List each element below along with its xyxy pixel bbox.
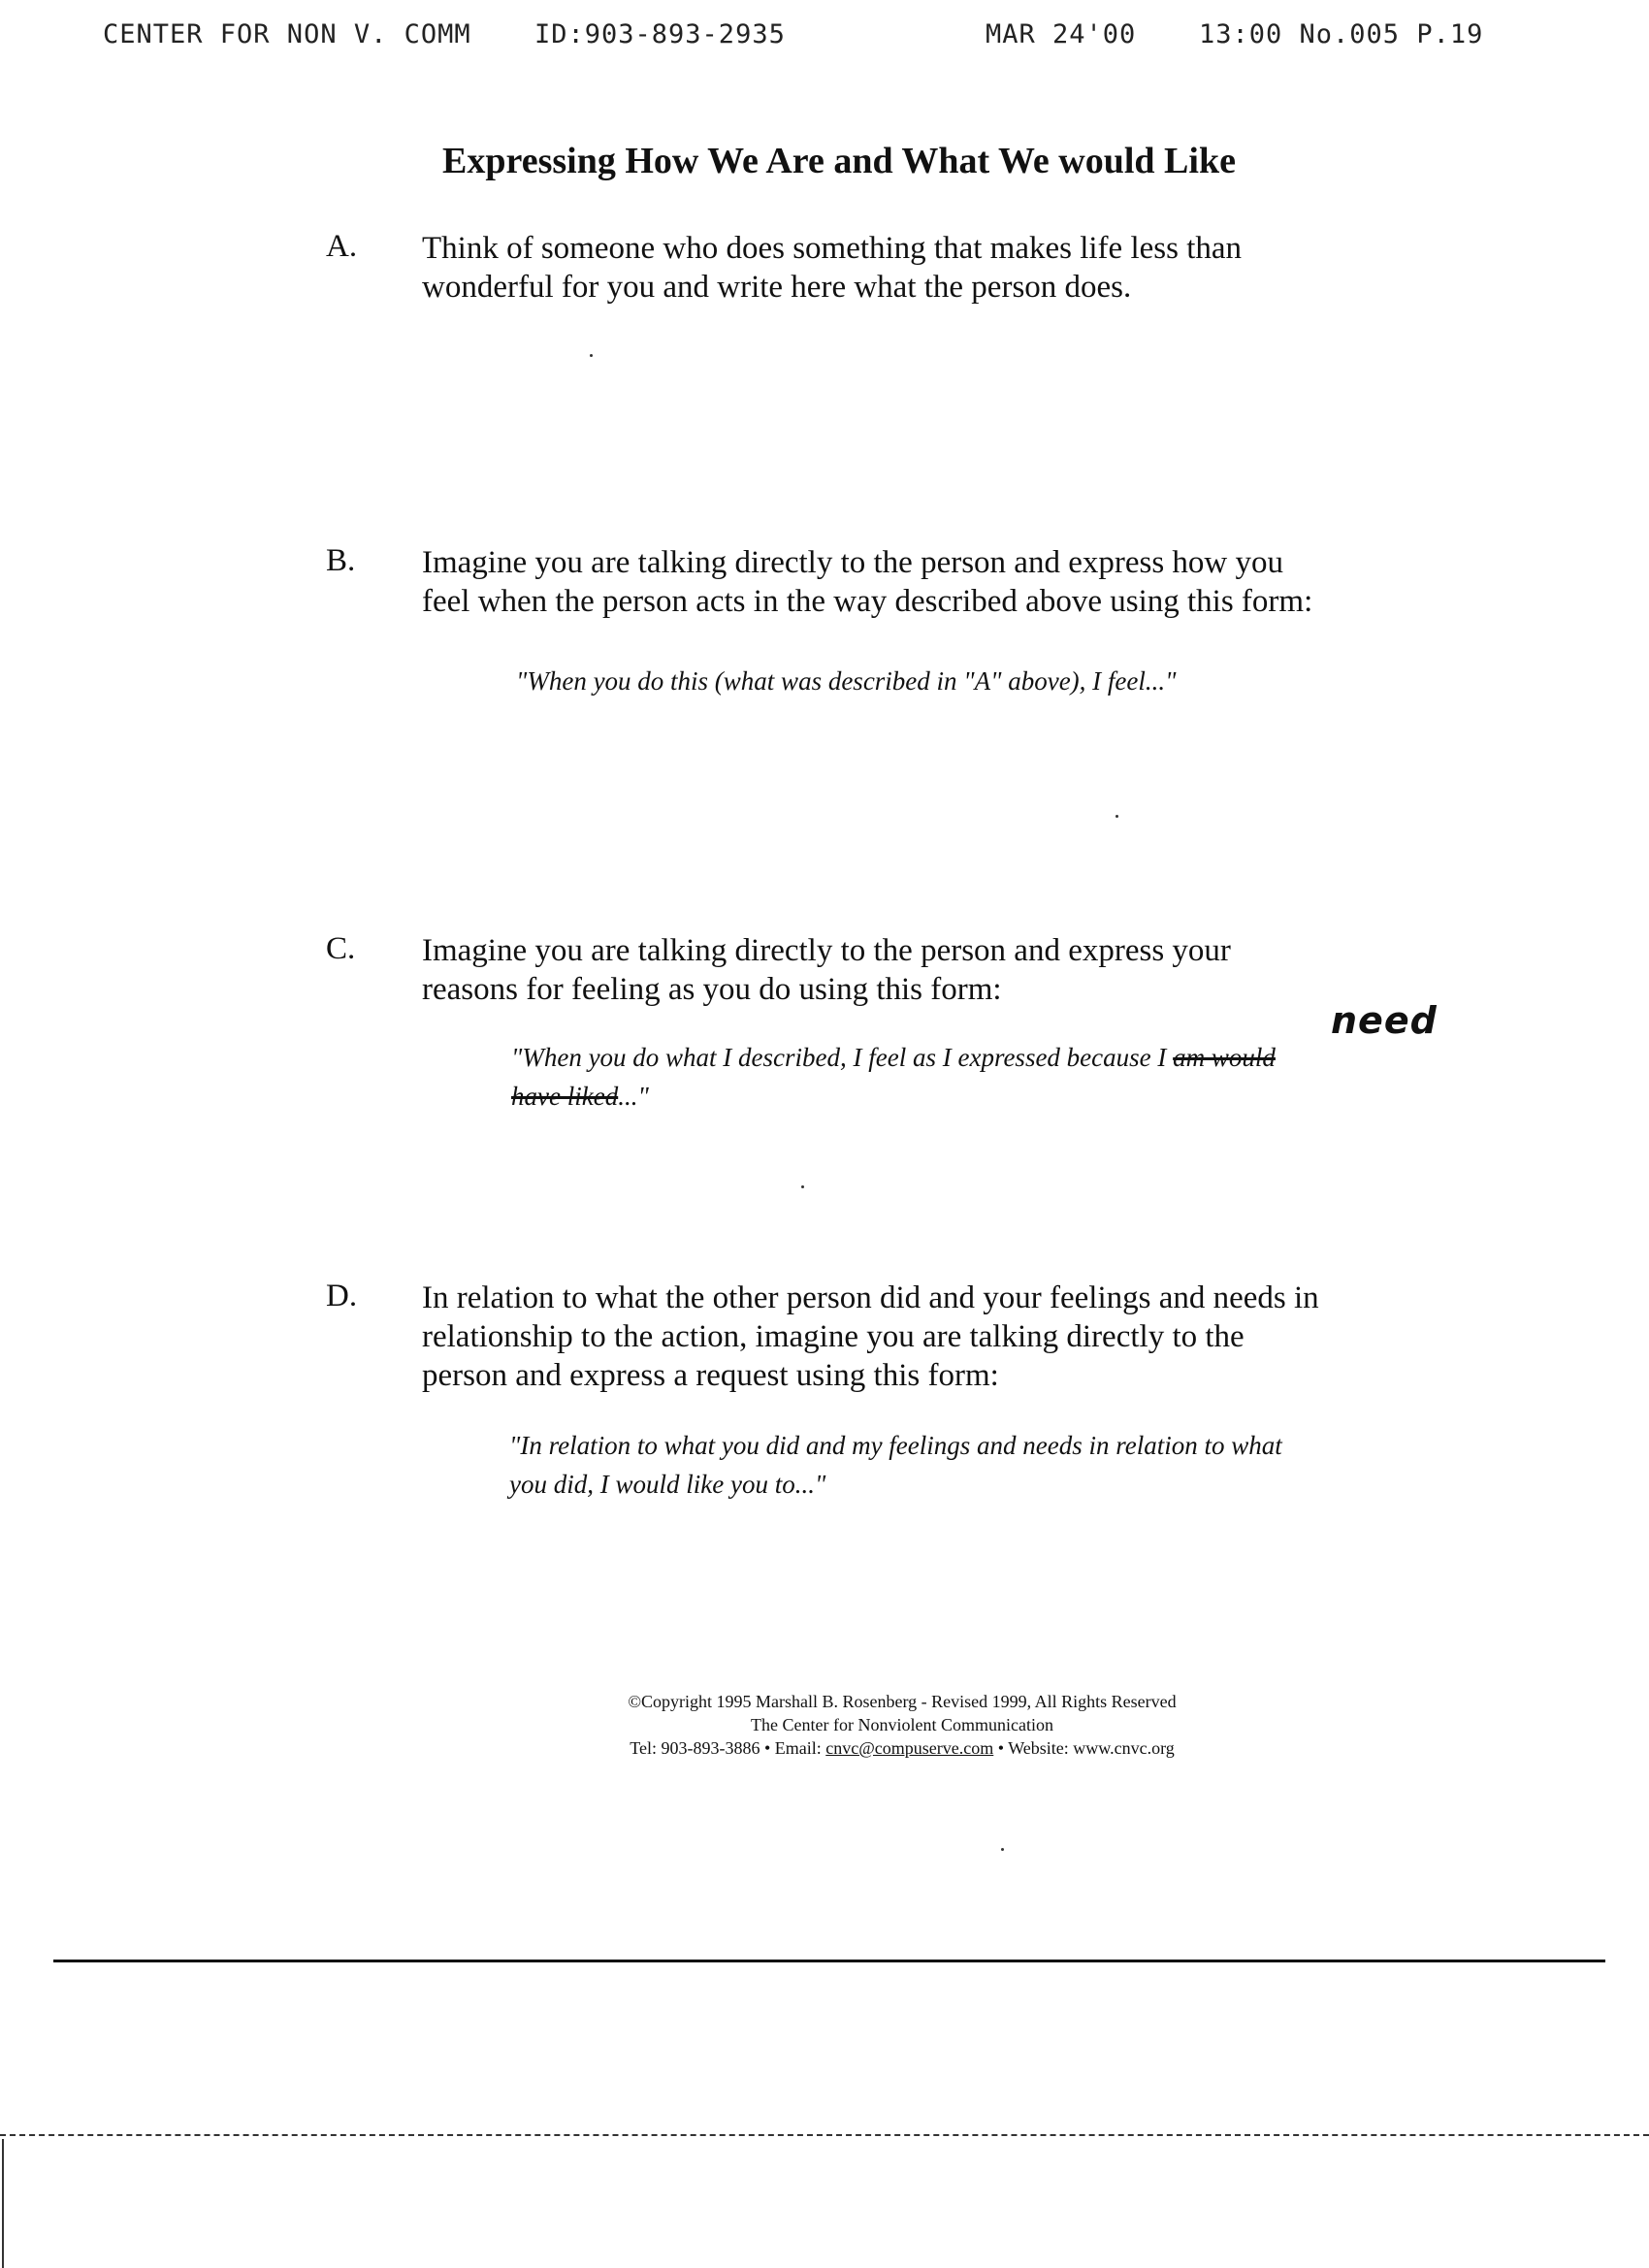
fax-header [103, 19, 1529, 58]
fax-date: MAR 24'00 [986, 19, 1137, 49]
scan-speck [801, 1185, 804, 1188]
contact-prefix: Tel: 903-893-3886 • Email: [630, 1738, 826, 1758]
struck-text: have liked [511, 1082, 619, 1111]
item-line: feel when the person acts in the way described above using this form: [422, 584, 1313, 619]
handwritten-insert: need [1331, 999, 1438, 1042]
fax-id: ID:903-893-2935 [534, 19, 786, 49]
item-letter: A. [326, 229, 358, 264]
item-letter: C. [326, 931, 356, 966]
item-line: Imagine you are talking directly to the person and express how you [422, 545, 1284, 580]
fax-time-page: 13:00 No.005 P.19 [1199, 19, 1484, 49]
item-line: wonderful for you and write here what the person does. [422, 270, 1132, 305]
quote-line: you did, I would like you to..." [509, 1470, 826, 1499]
item-line: Imagine you are talking directly to the person and express your [422, 933, 1231, 968]
margin-line [2, 2139, 4, 2268]
item-text [422, 229, 1450, 307]
item-letter: B. [326, 543, 356, 578]
item-line: reasons for feeling as you do using this form: [422, 972, 1002, 1007]
item-text [422, 931, 1450, 1009]
contact-suffix: • Website: www.cnvc.org [993, 1738, 1175, 1758]
quote-line [511, 1038, 1433, 1077]
quote-line: "In relation to what you did and my feelings and needs in relation to what [509, 1431, 1282, 1460]
organization-line: The Center for Nonviolent Communication [751, 1715, 1053, 1734]
quote-line [511, 1077, 1433, 1116]
item-quote [509, 1426, 1440, 1504]
item-quote: "When you do this (what was described in "A" above), I feel..." [516, 666, 1177, 696]
quote-end: ..." [618, 1082, 649, 1111]
horizontal-rule [53, 1960, 1605, 1962]
scan-speck [1001, 1848, 1004, 1851]
item-quote [511, 1038, 1433, 1116]
contact-line [388, 1736, 1416, 1760]
struck-text: am would [1173, 1043, 1276, 1072]
item-line: relationship to the action, imagine you are talking directly to the [422, 1319, 1245, 1354]
email-link[interactable]: cnvc@compuserve.com [825, 1738, 994, 1758]
page-title: Expressing How We Are and What We would Like [442, 141, 1236, 181]
quote-start: "When you do what I described, I feel as I expressed because I [511, 1043, 1174, 1072]
fax-sender: CENTER FOR NON V. COMM [103, 19, 471, 49]
copyright-block [388, 1690, 1416, 1760]
item-text [422, 1279, 1450, 1395]
item-text [422, 543, 1450, 621]
scan-speck [1116, 815, 1118, 818]
item-line: In relation to what the other person did and your feelings and needs in [422, 1280, 1319, 1315]
item-line: Think of someone who does something that makes life less than [422, 231, 1243, 266]
item-letter: D. [326, 1279, 358, 1313]
item-line: person and express a request using this form: [422, 1358, 999, 1393]
page-edge-line [0, 2134, 1649, 2136]
scan-speck [590, 354, 593, 357]
copyright-line: ©Copyright 1995 Marshall B. Rosenberg - Revised 1999, All Rights Reserved [628, 1692, 1177, 1711]
